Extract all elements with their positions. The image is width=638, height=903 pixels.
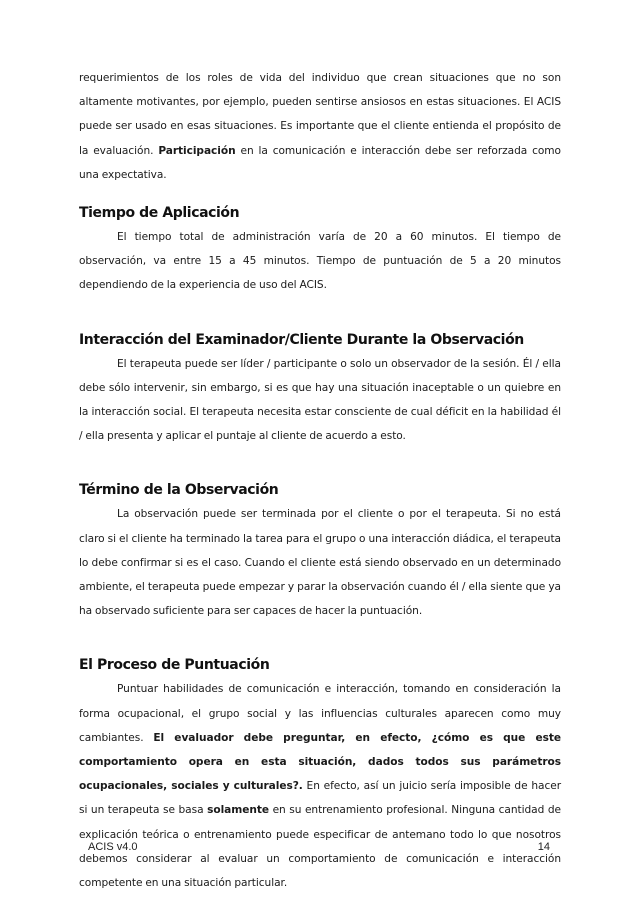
section-body-interaccion: El terapeuta puede ser líder / participante o solo un observador de la sesión. Él / ella debe sólo intervenir, sin embargo, si es que hay una situación inaceptable o un quiebre en la interacción social. El terapeuta necesita estar consciente de cual déficit en la habilidad él / ella presenta y aplicar el puntaje al cliente de acuerdo a esto. [79, 357, 561, 443]
intro-paragraph: requerimientos de los roles de vida del individuo que crean situaciones que no son altamente motivantes, por ejemplo, pueden sentirse ansiosos en estas situaciones. El ACIS puede ser usado en esas situaciones. Es importante que el cliente entienda el propósito de la evaluación. Participación en la comunicación e interacción debe ser reforzada como una expectativa. [79, 72, 561, 181]
intro-bold-term: Participación [158, 144, 236, 157]
section-heading-tiempo: Tiempo de Aplicación [79, 205, 240, 222]
proceso-bold-solamente: solamente [207, 804, 270, 817]
footer-page-number: 14 [537, 841, 550, 853]
section-heading-proceso: El Proceso de Puntuación [79, 657, 270, 674]
document-page [79, 66, 561, 895]
section-heading-termino: Término de la Observación [79, 482, 279, 499]
proceso-bold-question: El evaluador debe preguntar, en efecto, ¿cómo es que este comportamiento opera en esta situación, dados todos sus parámetros ocupacionales, sociales y culturales?. [79, 731, 561, 793]
section-body-tiempo: El tiempo total de administración varía de 20 a 60 minutos. El tiempo de observación, va entre 15 a 45 minutos. Tiempo de puntuación de 5 a 20 minutos dependiendo de la experiencia de uso del ACIS. [79, 231, 561, 292]
footer-doc-name: ACIS v4.0 [88, 841, 138, 853]
section-body-termino: La observación puede ser terminada por el cliente o por el terapeuta. Si no está claro si el cliente ha terminado la tarea para el grupo o una interacción diádica, el terapeuta lo debe confirmar si es el caso. Cuando el cliente está siendo observado en un determinado ambiente, el terapeuta puede empezar y parar la observación cuando él / ella siente que ya ha observado suficiente para ser capaces de hacer la puntuación. [79, 508, 561, 618]
section-body-proceso: Puntuar habilidades de comunicación e interacción, tomando en consideración la forma ocupacional, el grupo social y las influencias culturales aparecen como muy cambiantes. El evaluador debe preguntar, en efecto, ¿cómo es que este comportamiento opera en esta situación, dados todos sus parámetros ocupacionales, sociales y culturales?. En efecto, así un juicio sería imposible de hacer si un terapeuta se basa solamente en su entrenamiento profesional. Ninguna cantidad de explicación teórica o entrenamiento puede especificar de antemano todo lo que nosotros debemos considerar al evaluar un comportamiento de comunicación e interacción competente en una situación particular. [79, 683, 561, 890]
section-heading-interaccion: Interacción del Examinador/Cliente Durante la Observación [79, 331, 524, 348]
